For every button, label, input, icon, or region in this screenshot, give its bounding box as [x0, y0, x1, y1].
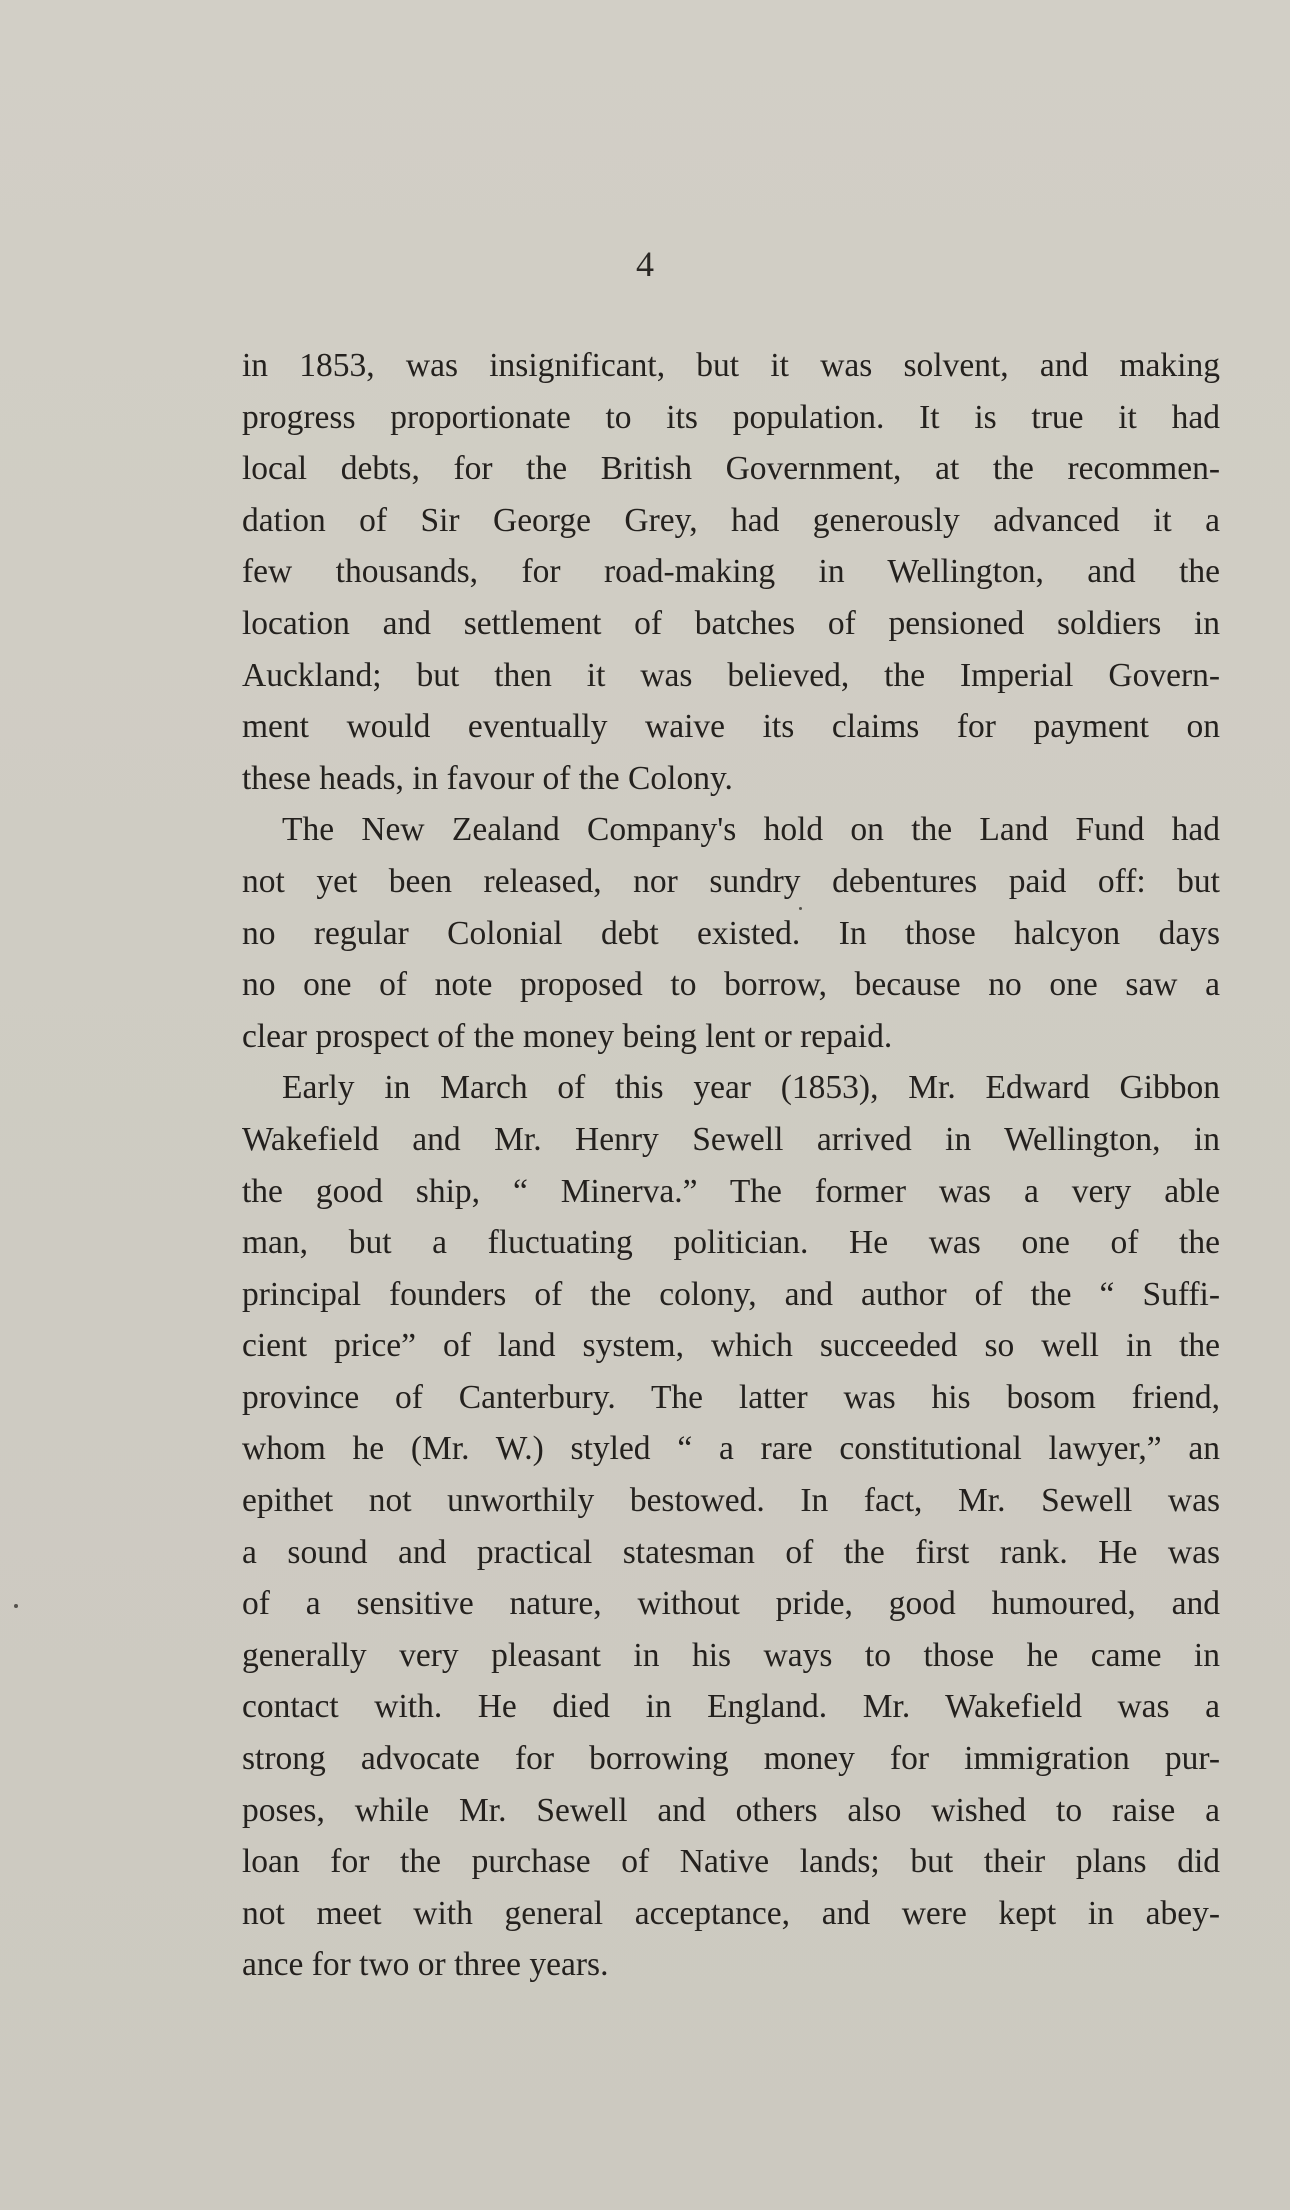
text-line: local debts, for the British Government, at the recommen- — [242, 450, 1220, 488]
body-text — [242, 340, 1220, 1991]
text-line: dation of Sir George Grey, had generously advanced it a — [242, 501, 1220, 539]
text-line: epithet not unworthily bestowed. In fact, Mr. Sewell was — [242, 1482, 1220, 1520]
text-line: strong advocate for borrowing money for immigration pur- — [242, 1740, 1220, 1778]
text-line: generally very pleasant in his ways to those he came in — [242, 1636, 1220, 1674]
text-line: whom he (Mr. W.) styled “ a rare constitutional lawyer,” an — [242, 1430, 1220, 1468]
text-line: no one of note proposed to borrow, because no one saw a — [242, 966, 1220, 1004]
text-line: poses, while Mr. Sewell and others also wished to raise a — [242, 1791, 1220, 1829]
text-line: ment would eventually waive its claims for payment on — [242, 708, 1220, 746]
text-line: no regular Colonial debt existed. In those halcyon days — [242, 914, 1220, 952]
text-line: a sound and practical statesman of the first rank. He was — [242, 1533, 1220, 1571]
paper-speck — [799, 907, 802, 910]
text-line: province of Canterbury. The latter was his bosom friend, — [242, 1378, 1220, 1416]
text-line: of a sensitive nature, without pride, good humoured, and — [242, 1585, 1220, 1623]
text-line: Auckland; but then it was believed, the Imperial Govern- — [242, 656, 1220, 694]
page-number: 4 — [636, 244, 654, 284]
text-line: loan for the purchase of Native lands; but their plans did — [242, 1843, 1220, 1881]
text-line: few thousands, for road-making in Wellington, and the — [242, 553, 1220, 591]
text-line: man, but a fluctuating politician. He was one of the — [242, 1224, 1220, 1262]
text-line: the good ship, “ Minerva.” The former was a very able — [242, 1172, 1220, 1210]
text-line: in 1853, was insignificant, but it was solvent, and making — [242, 347, 1220, 384]
text-line: these heads, in favour of the Colony. — [242, 759, 733, 797]
text-line: Early in March of this year (1853), Mr. Edward Gibbon — [282, 1069, 1220, 1107]
paper-speck — [14, 1604, 18, 1608]
text-line: location and settlement of batches of pensioned soldiers in — [242, 604, 1220, 642]
text-line: The New Zealand Company's hold on the Land Fund had — [282, 811, 1220, 849]
text-line: contact with. He died in England. Mr. Wakefield was a — [242, 1688, 1220, 1726]
text-line: progress proportionate to its population. It is true it had — [242, 398, 1220, 436]
text-line: clear prospect of the money being lent or repaid. — [242, 1017, 893, 1055]
text-line: principal founders of the colony, and author of the “ Suffi- — [242, 1275, 1220, 1313]
text-line: not meet with general acceptance, and were kept in abey- — [242, 1894, 1220, 1932]
text-line: cient price” of land system, which succeeded so well in the — [242, 1327, 1220, 1365]
text-line: Wakefield and Mr. Henry Sewell arrived in Wellington, in — [242, 1120, 1220, 1158]
text-line: not yet been released, nor sundry debentures paid off: but — [242, 862, 1220, 900]
text-line: ance for two or three years. — [242, 1946, 609, 1984]
